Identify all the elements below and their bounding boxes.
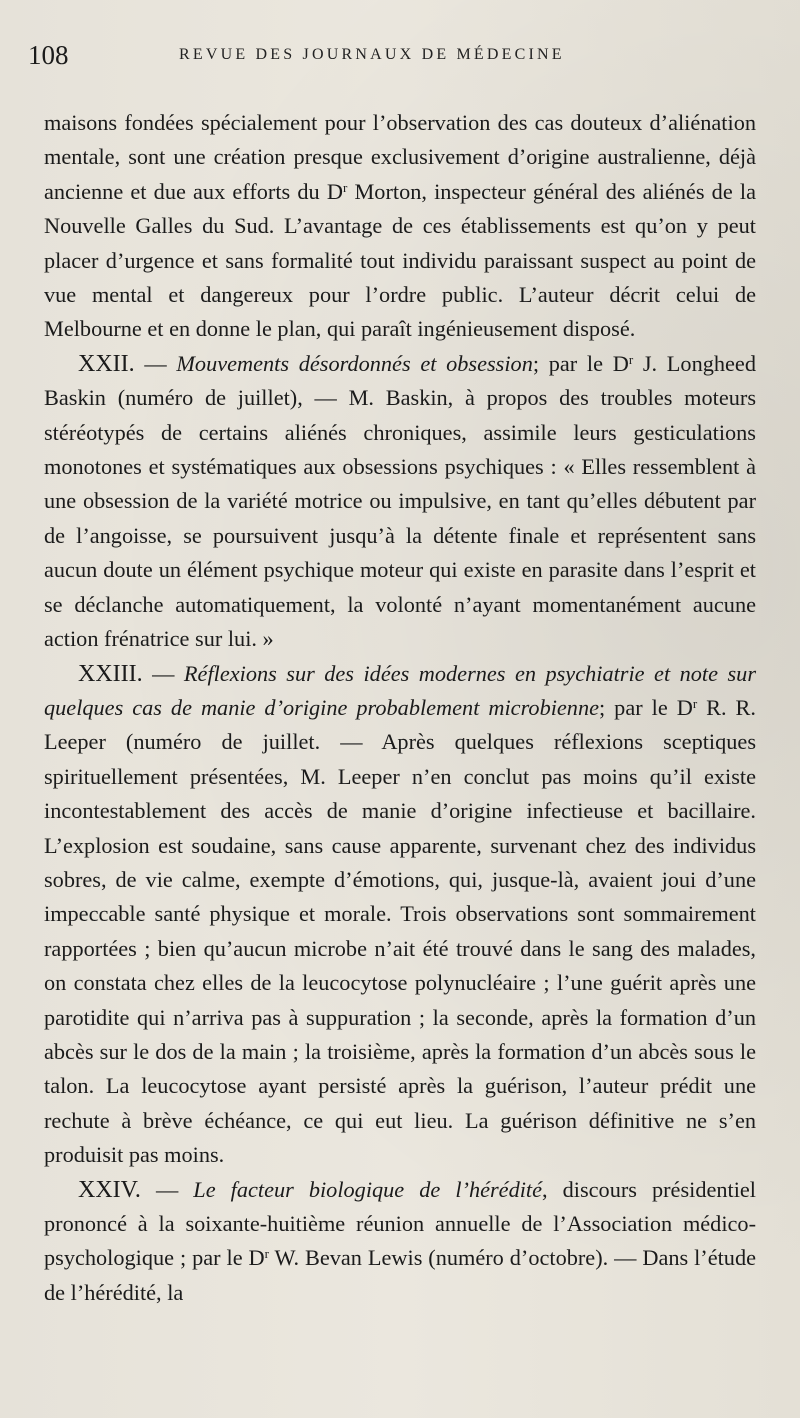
- section-xxii: XXII. — Mouvements désordonnés et obsession; par le $D^r$ J. Longheed Baskin (numéro de juillet), — M. Baskin, à propos des troubles moteurs stéréotypés de certains aliénés chroniques, assimile leurs gesticulations monotones et systématiques aux obsessions psychiques : « Elles ressemblent à une obsession de la variété motrice ou impulsive, en tant qu’elles débutent par de l’angoisse, se poursuivent jusqu’à la détente finale et représentent sans aucun doute un élément psychique moteur qui existe en parasite dans l’esprit et se déclanche automatiquement, la volonté n’ayant momentanément aucune action frénatrice sur lui. »: [44, 350, 756, 652]
- page-header: [28, 34, 756, 74]
- article-title: Le facteur biologique de l’hérédité: [193, 1176, 543, 1202]
- article-title: Mouvements désordonnés et obsession: [176, 350, 533, 376]
- section-xxiv: XXIV. — Le facteur biologique de l’hérédité, discours présidentiel prononcé à la soixante-huitième réunion annuelle de l’Association médico-psychologique ; par le $D^r$ W. Bevan Lewis (numéro d’octobre). — Dans l’étude de l’hérédité, la: [44, 1176, 757, 1305]
- section-number: XXIII.: [78, 660, 143, 687]
- section-number: XXIV.: [78, 1176, 141, 1203]
- page-number: 108: [28, 40, 69, 70]
- section-xxiii: XXIII. — Réflexions sur des idées modernes en psychiatrie et note sur quelques cas de manie d’origine probablement microbienne; par le $D^r$ R. R. Leeper (numéro de juillet. — Après quelques réflexions sceptiques spirituellement présentées, M. Leeper n’en conclut pas moins qu’il existe incontestablement des accès de manie d’origine infectieuse et bacillaire. L’explosion est soudaine, sans cause apparente, survenant chez des individus sobres, de vie calme, exempte d’émotions, qui, jusque-là, avaient joui d’une impeccable santé physique et morale. Trois observations sont sommairement rapportées ; bien qu’aucun microbe n’ait été trouvé dans le sang des malades, on constata chez elles de la leucocytose polynucléaire ; l’une guérit après une parotidite qui n’arriva pas à suppuration ; la seconde, après la formation d’un abcès sur le dos de la main ; la troisième, après la formation d’un abcès sous le talon. La leucocytose ayant persisté après la guérison, l’auteur prédit une rechute à brève échéance, ce qui eut lieu. La guérison définitive ne s’en produisit pas moins.: [44, 660, 757, 1168]
- article-title: Réflexions sur des idées modernes en psychiatrie et note sur quelques cas de manie d’origine probablement microbienne: [44, 660, 756, 720]
- paragraph-continued: maisons fondées spécialement pour l’observation des cas douteux d’aliénation mentale, sont une création presque exclusivement d’origine australienne, déjà ancienne et due aux efforts du $D^r$ Morton, inspecteur général des aliénés de la Nouvelle Galles du Sud. L’avantage de ces établissements est qu’on y peut placer d’urgence et sans formalité tout individu paraissant suspect au point de vue mental et dangereux pour l’ordre public. L’auteur décrit celui de Melbourne et en donne le plan, qui paraît ingénieusement disposé.: [44, 110, 756, 342]
- section-number: XXII.: [78, 350, 135, 377]
- running-title: REVUE DES JOURNAUX DE MÉDECINE: [179, 46, 565, 63]
- body-text: [44, 106, 756, 1310]
